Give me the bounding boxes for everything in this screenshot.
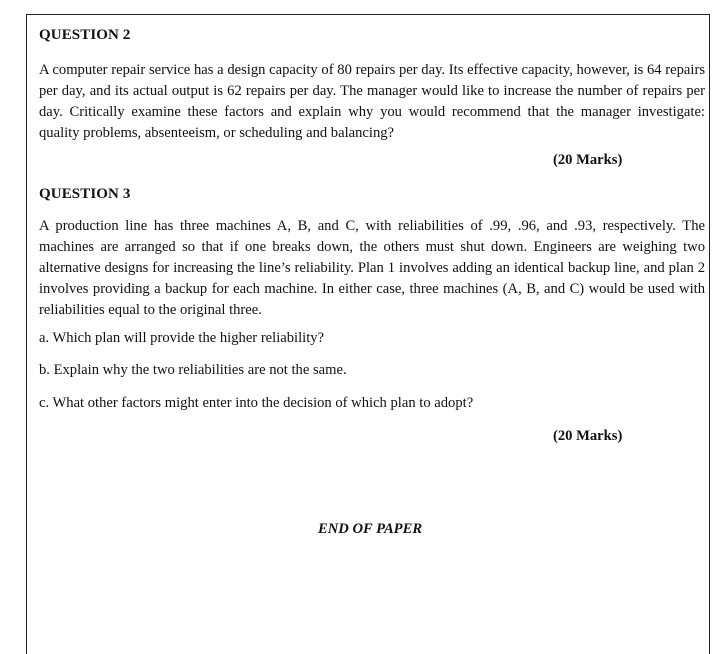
question-2-marks: (20 Marks) (553, 152, 623, 168)
question-3-marks: (20 Marks) (553, 428, 623, 444)
question-3-text: A production line has three machines A, B, and C, with reliabilities of .99, .96, and .93, respectively. The machines are arranged so that if one breaks down, the others must shut down. Engineers are weighing two alternative designs for increasing the line’s reliability. Plan 1 involves adding an identical backup line, and plan 2 involves providing a backup for each machine. In either case, three machines (A, B, and C) would be used with reliabilities equal to the original three. (39, 218, 705, 318)
question-2-heading: QUESTION 2 (39, 27, 131, 43)
question-3-part-b: b. Explain why the two reliabilities are not the same. (39, 362, 347, 378)
question-3-part-a: a. Which plan will provide the higher reliability? (39, 330, 325, 346)
question-2-text: A computer repair service has a design capacity of 80 repairs per day. Its effective capacity, however, is 64 repairs per day, and its actual output is 62 repairs per day. The manager would like to increase the number of repairs per day. Critically examine these factors and explain why you would recommend that the manager investigate: quality problems, absenteeism, or scheduling and balancing? (39, 62, 705, 141)
end-of-paper: END OF PAPER (318, 521, 423, 537)
question-3-part-c: c. What other factors might enter into the decision of which plan to adopt? (39, 395, 474, 411)
question-3-heading: QUESTION 3 (39, 186, 131, 202)
